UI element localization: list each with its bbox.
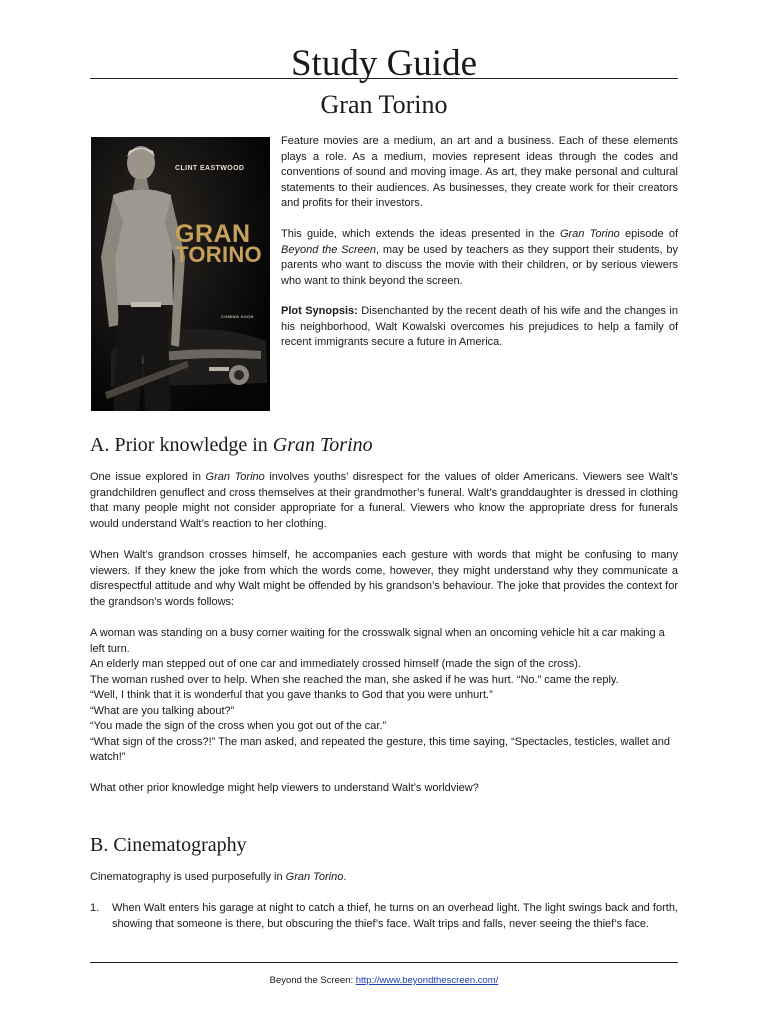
footer-divider (90, 962, 678, 963)
page-subtitle: Gran Torino (320, 90, 448, 119)
section-b-intro-start: Cinematography is used purposefully in (90, 871, 286, 883)
list-item-text: When Walt enters his garage at night to catch a thief, he turns on an overhead light. The light swings back and forth, showing that someone is there, but obscuring the thief’s face. Walt trips and falls, never seeing the thief’s face. (112, 902, 678, 930)
section-a-heading (90, 432, 373, 458)
guide-usage-paragraph (281, 227, 678, 289)
section-a-heading-film: Gran Torino (272, 434, 373, 456)
section-a-paragraph-1 (90, 470, 678, 532)
list-item-number: 1. (90, 902, 100, 914)
section-a-paragraph-2: When Walt’s grandson crosses himself, he accompanies each gesture with words that might be confusing to many viewers. If they knew the joke from which the words come, however, they might understand why they communicate a disrespectful attitude and why Walt might be offended by his grandson’s behaviour. The joke that provides the context for the grandson’s words follows: (90, 549, 678, 608)
section-a-question: What other prior knowledge might help viewers to understand Walt’s worldview? (90, 782, 479, 794)
poster-credits-block (175, 273, 261, 301)
joke-line: The woman rushed over to help. When she reached the man, she asked if he was hurt. “No.” came the reply. (90, 673, 619, 686)
show-title-italic: Beyond the Screen (281, 243, 376, 256)
joke-line: “Well, I think that it is wonderful that you gave thanks to God that you were unhurt.” (90, 689, 493, 701)
section-a-p1-film: Gran Torino (205, 471, 265, 483)
poster-title-line1: GRAN (175, 220, 251, 248)
plot-synopsis-paragraph (281, 304, 678, 351)
joke-line: An elderly man stepped out of one car and immediately crossed himself (made the sign of the cross). (90, 658, 581, 670)
poster-release-note: COMING SOON (221, 314, 254, 319)
movie-poster (91, 137, 270, 411)
section-b-intro-end: . (343, 871, 347, 883)
page-title: Study Guide (290, 43, 478, 84)
poster-actor-name: CLINT EASTWOOD (175, 165, 245, 172)
guide-usage-text-end: , may be used by teachers as they support their students, by parents who want to discuss the movie with their children, or by serious viewers who want to think beyond the screen. (281, 243, 678, 287)
section-b-intro-film: Gran Torino (285, 871, 344, 883)
joke-line: “What sign of the cross?!” The man asked, and repeated the gesture, this time saying, “Spectacles, testicles, wallet and watch!” (90, 735, 671, 763)
footer-link[interactable]: http://www.beyondthescreen.com/ (355, 975, 499, 986)
section-a-heading-prefix: A. Prior knowledge in (90, 434, 273, 456)
section-a-p1-end: involves youths’ disrespect for the values of older Americans. Viewers see Walt’s grandchildren genuflect and cross themselves at their grandmother’s funeral. Walt’s granddaughter is dressed in clothing that many people might not consider appropriate for a funeral. Viewers who know the appropriate dress for funerals would understand Walt’s reaction to her clothing. (90, 471, 678, 530)
joke-line: “What are you talking about?” (90, 704, 235, 717)
section-b-heading: B. Cinematography (90, 834, 247, 856)
plot-synopsis-text: Disenchanted by the recent death of his wife and the changes in his neighborhood, Walt Kowalski overcomes his prejudices to help a family of recent immigrants secure a future in America. (281, 305, 678, 348)
joke-line: “You made the sign of the cross when you got out of the car.” (90, 720, 387, 732)
guide-usage-text-mid: episode of (619, 228, 678, 240)
joke-block (90, 626, 678, 766)
plot-synopsis-label: Plot Synopsis: (281, 305, 358, 317)
guide-usage-text-start: This guide, which extends the ideas presented in the (281, 228, 560, 240)
intro-paragraph: Feature movies are a medium, an art and a business. Each of these elements plays a role. As a medium, movies represent ideas through the codes and conventions of sound and moving image. As art, they make personal and cultural statements to their audiences. As businesses, they create work for their creators and profits for their investors. (281, 135, 678, 209)
joke-line: A woman was standing on a busy corner waiting for the crosswalk signal when an oncoming vehicle hit a car making a left turn. (90, 627, 665, 655)
footer-label: Beyond the Screen: (269, 975, 356, 986)
poster-title-line2: TORINO (175, 242, 262, 267)
film-title-italic: Gran Torino (559, 228, 620, 240)
page-footer (90, 974, 678, 988)
section-b-intro (90, 870, 678, 886)
section-a-p1-start: One issue explored in (90, 471, 206, 483)
header-divider (90, 78, 678, 79)
